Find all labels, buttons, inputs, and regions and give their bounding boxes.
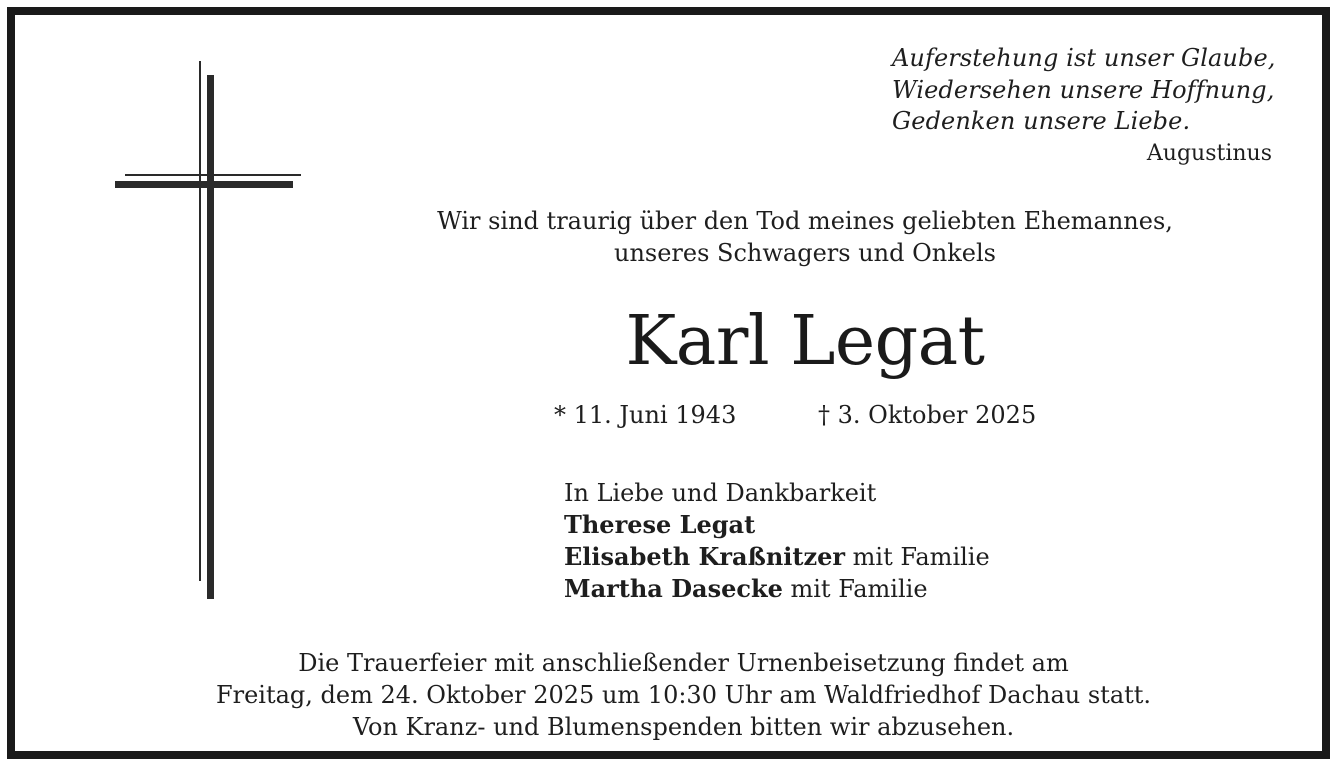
mourner-entry [564,541,990,573]
service-line: Freitag, dem 24. Oktober 2025 um 10:30 Uhr am Waldfriedhof Dachau statt. [215,681,1152,709]
mourner-entry [564,573,990,605]
mourner-name: Martha Dasecke [564,574,783,603]
motto-line: Gedenken unsere Liebe. [892,107,1191,135]
mourners-heading: In Liebe und Dankbarkeit [564,479,877,507]
intro-text [345,205,1265,269]
service-line: Die Trauerfeier mit anschließender Urnenbeisetzung findet am [298,649,1069,677]
motto-quote [892,43,1292,138]
motto-line: Wiedersehen unsere Hoffnung, [892,75,1275,104]
motto-line: Auferstehung ist unser Glaube, [892,44,1276,72]
obituary-frame [7,7,1330,759]
deceased-name: Karl Legat [625,302,985,381]
birth-date: * 11. Juni 1943 [554,401,737,429]
mourner-entry [564,509,990,541]
mourner-name: Elisabeth Kraßnitzer [564,542,846,571]
service-info [35,647,1332,743]
mourners-list [564,477,990,605]
intro-line: unseres Schwagers und Onkels [613,239,996,267]
mourner-name: Therese Legat [564,510,756,539]
intro-line: Wir sind traurig über den Tod meines geliebten Ehemannes, [437,207,1173,235]
service-line: Von Kranz- und Blumenspenden bitten wir abzusehen. [352,713,1015,741]
mourner-suffix: mit Familie [845,543,990,571]
death-date: † 3. Oktober 2025 [818,401,1037,429]
mourner-suffix: mit Familie [782,575,928,603]
motto-author: Augustinus [1146,141,1272,166]
cross-icon [107,55,307,605]
